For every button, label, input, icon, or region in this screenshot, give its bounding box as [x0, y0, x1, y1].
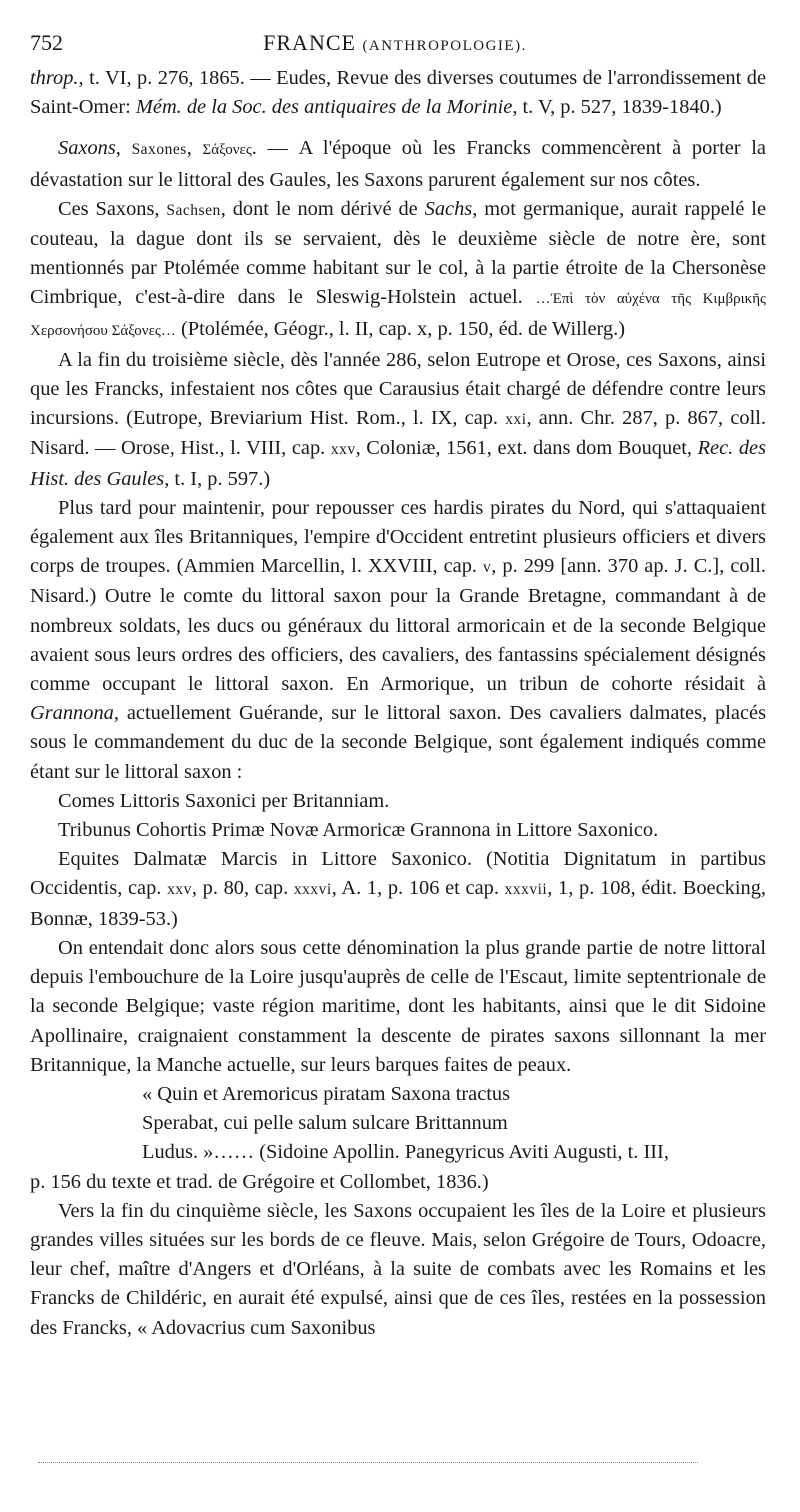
text-run: « Quin et Aremoricus piratam Saxona tractus — [142, 1082, 511, 1105]
paragraph — [30, 845, 766, 934]
paragraph — [30, 787, 766, 816]
paragraph — [30, 1138, 766, 1167]
text-run: , t. VI, p. 276, 1865. — Eudes, Revue des diverses coutumes de l'arrondissement de Saint-Omer: — [30, 67, 766, 119]
text-run: , — [186, 137, 203, 160]
paragraph — [30, 1168, 766, 1197]
paragraph — [30, 1197, 766, 1343]
text-run: Vers la fin du cinquième siècle, les Saxons occupaient les îles de la Loire et plusieurs grandes villes situées sur les bords de ce fleuve. Mais, selon Grégoire de Tours, Odoacre, leur chef, maître d'Angers et d'Orléans, à la suite de combats avec les Romains et les Francks de Childéric, en aurait été expulsé, ainsi que de ces îles, restées en la possession des Francks, « Adovacrius cum Saxonibus — [30, 1199, 766, 1339]
text-run: , t. V, p. 527, 1839-1840.) — [512, 96, 722, 119]
italic-text: Sachs — [424, 197, 473, 220]
text-run: A la fin du troisième siècle, dès l'année 286, selon Eutrope et Orose, ces Saxons, ainsi que les Francks, infestaient nos côtes que Carausius était chargé de défendre contre leurs incursions. (Eutrope, Breviarium Hist. Rom., l. IX, cap. — [30, 348, 766, 430]
paragraph — [30, 494, 766, 787]
running-title-main: FRANCE — [263, 30, 356, 55]
small-caps-text: v — [483, 559, 492, 577]
small-caps-text: xxxvi — [293, 881, 332, 899]
text-run: , p. 80, cap. — [191, 877, 294, 900]
page-number: 752 — [30, 30, 63, 55]
text-run: . — A l'époque où les Francks commencèrent à porter la dévastation sur le littoral des Gaules, les Saxons parurent également sur nos côtes. — [30, 137, 766, 191]
running-title-subtitle: (ANTHROPOLOGIE). — [362, 38, 527, 54]
text-run: , mot germanique, aurait rappelé le couteau, la dague dont ils se servaient, dès le deuxième siècle de notre ère, sont mentionnés par Ptolémée comme habitant sur le col, à la partie étroite de la Chersonèse Cimbrique, c'est-à-dire dans le Sleswig-Holstein actuel. — [30, 197, 766, 309]
paragraph — [30, 934, 766, 1080]
text-run: , — [115, 137, 132, 160]
text-run: , Coloniæ, 1561, ext. dans dom Bouquet, — [355, 437, 698, 460]
greek-text: Σάξονες — [202, 142, 252, 159]
text-run: Ces Saxons, — [58, 197, 167, 220]
text-run: Comes Littoris Saxonici per Britanniam. — [58, 789, 390, 812]
text-run: Plus tard pour maintenir, pour repousser ces hardis pirates du Nord, qui s'attaquaient également aux îles Britanniques, l'empire d'Occident entretint plusieurs officiers et divers corps de troupes. (Ammien Marcellin, l. XXVIII, cap. — [30, 496, 766, 578]
italic-text: Grannona — [30, 702, 114, 725]
text-run: , ann. Chr. 287, p. 867, coll. Nisard. — Orose, Hist., l. VIII, cap. — [30, 407, 766, 460]
small-caps-text: xxi — [505, 411, 527, 429]
paragraph — [30, 816, 766, 845]
small-caps-text: xxxvii — [504, 881, 548, 899]
greek-text: …Ἐπὶ τὸν αὐχένα τῆς Κιμβρικῆς Χερσονήσου Σάξονες… — [30, 291, 766, 339]
small-caps-text: Sachsen — [166, 201, 221, 219]
text-run: , 1, p. 108, édit. Boecking, Bonnæ, 1839-53.) — [30, 877, 766, 930]
small-caps-text: xxv — [167, 881, 192, 899]
text-run: On entendait donc alors sous cette dénomination la plus grande partie de notre littoral depuis l'embouchure de la Loire jusqu'auprès de celle de l'Escaut, limite septentrionale de la seconde Belgique; vaste région maritime, dont les habitants, ainsi que le dit Sidoine Apollinaire, craignaient constamment la descente de pirates saxons sillonnant la mer Britannique, la Manche actuelle, sur leurs barques faites de peaux. — [30, 936, 766, 1076]
text-run: , p. 299 [ann. 370 ap. J. C.], coll. Nisard.) Outre le comte du littoral saxon pour la Grande Bretagne, commandant à de nombreux soldats, les ducs ou généraux du littoral armoricain et de la seconde Belgique avaient sous leurs ordres des officiers, des cavaliers, des fantassins spécialement désignés comme occupant le littoral saxon. En Armorique, un tribun de cohorte résidait à — [30, 555, 766, 696]
page-header — [30, 30, 760, 60]
text-run: Sperabat, cui pelle salum sulcare Brittannum — [142, 1112, 508, 1135]
paragraph — [30, 64, 766, 122]
paragraph — [30, 346, 766, 494]
text-run: (Ptolémée, Géogr., l. II, cap. x, p. 150, éd. de Willerg.) — [175, 317, 626, 340]
small-caps-text: Saxones — [131, 141, 187, 159]
text-run: Tribunus Cohortis Primæ Novæ Armoricæ Grannona in Littore Saxonico. — [58, 819, 659, 842]
italic-text: Mém. de la Soc. des antiquaires de la Morinie — [135, 96, 513, 119]
text-run: , A. 1, p. 106 et cap. — [331, 877, 505, 900]
text-run: Ludus. »…… (Sidoine Apollin. Panegyricus Aviti Augusti, t. III, — [142, 1141, 669, 1164]
paragraph — [30, 1109, 766, 1138]
italic-text: throp. — [30, 67, 79, 89]
paragraph — [30, 134, 766, 194]
text-run: , actuellement Guérande, sur le littoral saxon. Des cavaliers dalmates, placés sous le commandement du duc de la seconde Belgique, sont également indiqués comme étant sur le littoral saxon : — [30, 702, 766, 783]
paragraph — [30, 1080, 766, 1109]
running-title — [30, 30, 760, 56]
text-run: , t. I, p. 597.) — [164, 467, 271, 490]
italic-text: Saxons — [58, 137, 116, 160]
italic-text: Rec. des Hist. des Gaules — [30, 437, 766, 490]
text-run: , dont le nom dérivé de — [220, 197, 425, 220]
text-run: p. 156 du texte et trad. de Grégoire et Collombet, 1836.) — [30, 1170, 489, 1193]
page-body-text — [30, 64, 766, 1343]
paragraph — [30, 195, 766, 346]
footer-dotted-rule — [38, 1462, 698, 1463]
small-caps-text: xxv — [330, 441, 356, 459]
text-run: Equites Dalmatæ Marcis in Littore Saxonico. (Notitia Dignitatum in partibus Occidentis, cap. — [30, 848, 766, 900]
